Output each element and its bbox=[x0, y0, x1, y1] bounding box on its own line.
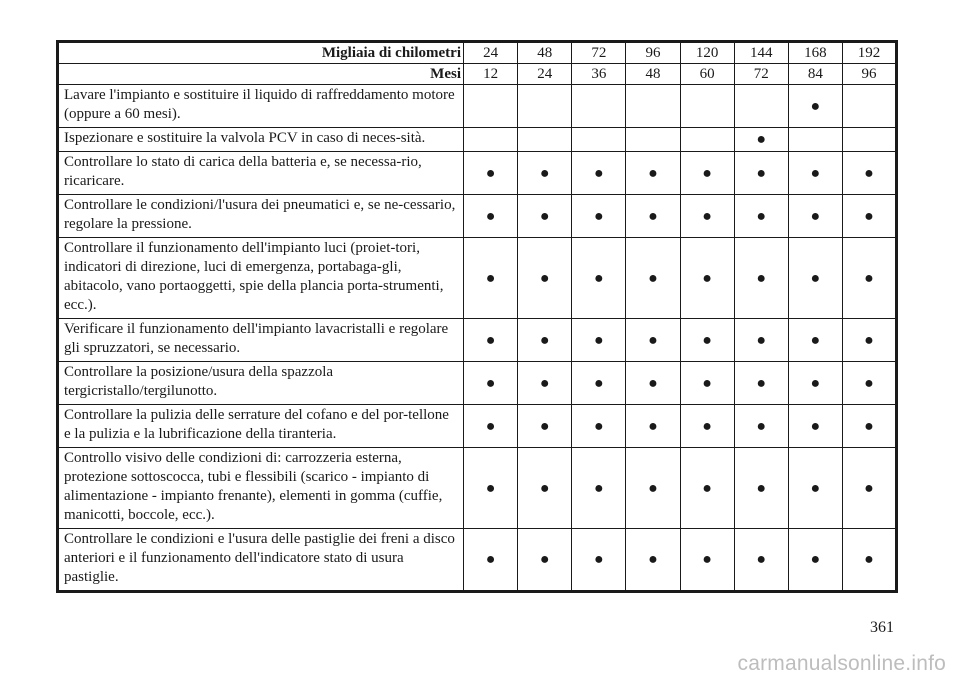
bullet-mark: ● bbox=[756, 417, 767, 435]
bullet-mark: ● bbox=[485, 551, 496, 568]
bullet-mark: ● bbox=[756, 374, 767, 392]
bullet-mark: ● bbox=[756, 479, 767, 497]
bullet-mark: ● bbox=[539, 331, 550, 349]
schedule-cell bbox=[788, 405, 842, 448]
schedule-cell bbox=[680, 195, 734, 238]
bullet-mark: ● bbox=[702, 479, 712, 497]
bullet-mark: ● bbox=[485, 164, 496, 182]
bullet-mark: ● bbox=[864, 551, 874, 568]
bullet-mark: ● bbox=[539, 374, 550, 392]
km-value: 48 bbox=[518, 42, 572, 64]
months-value: 96 bbox=[842, 64, 896, 85]
schedule-cell bbox=[680, 85, 734, 128]
maintenance-item-text: Controllare le condizioni/l'usura dei pneumatici e, se ne-cessario, regolare la pressione. bbox=[58, 195, 464, 238]
schedule-cell bbox=[518, 319, 572, 362]
bullet-mark: ● bbox=[485, 417, 496, 435]
bullet-mark: ● bbox=[702, 331, 712, 349]
months-value: 84 bbox=[788, 64, 842, 85]
schedule-cell bbox=[680, 362, 734, 405]
km-value: 144 bbox=[734, 42, 788, 64]
schedule-cell bbox=[464, 362, 518, 405]
schedule-cell bbox=[734, 238, 788, 319]
schedule-cell bbox=[572, 448, 626, 529]
table-row bbox=[58, 405, 897, 448]
bullet-mark: ● bbox=[702, 269, 712, 287]
months-value: 12 bbox=[464, 64, 518, 85]
km-header-row bbox=[58, 42, 897, 64]
schedule-cell bbox=[842, 448, 896, 529]
bullet-mark: ● bbox=[810, 97, 821, 115]
schedule-cell bbox=[518, 152, 572, 195]
schedule-cell bbox=[572, 405, 626, 448]
maintenance-item-text: Ispezionare e sostituire la valvola PCV in caso di neces-sità. bbox=[58, 128, 464, 152]
bullet-mark: ● bbox=[648, 417, 658, 435]
schedule-cell bbox=[734, 195, 788, 238]
bullet-mark: ● bbox=[539, 417, 550, 435]
maintenance-schedule-table bbox=[56, 40, 898, 593]
schedule-cell bbox=[572, 85, 626, 128]
maintenance-item-text: Controllare le condizioni e l'usura delle pastiglie dei freni a disco anteriori e il funzionamento dell'indicatore stato di usura pastiglie. bbox=[58, 529, 464, 592]
bullet-mark: ● bbox=[485, 331, 496, 349]
bullet-mark: ● bbox=[593, 207, 604, 225]
schedule-cell bbox=[842, 529, 896, 592]
months-value: 60 bbox=[680, 64, 734, 85]
schedule-cell bbox=[572, 362, 626, 405]
schedule-cell bbox=[626, 448, 680, 529]
schedule-cell bbox=[788, 319, 842, 362]
watermark: carmanualsonline.info bbox=[737, 652, 946, 675]
schedule-cell bbox=[464, 195, 518, 238]
bullet-mark: ● bbox=[756, 207, 767, 225]
bullet-mark: ● bbox=[593, 374, 604, 392]
km-value: 72 bbox=[572, 42, 626, 64]
schedule-cell bbox=[734, 85, 788, 128]
schedule-cell bbox=[680, 405, 734, 448]
bullet-mark: ● bbox=[810, 207, 821, 225]
schedule-cell bbox=[734, 529, 788, 592]
schedule-cell bbox=[626, 85, 680, 128]
bullet-mark: ● bbox=[648, 479, 658, 497]
bullet-mark: ● bbox=[756, 131, 767, 148]
bullet-mark: ● bbox=[593, 479, 604, 497]
schedule-cell bbox=[680, 128, 734, 152]
schedule-cell bbox=[680, 529, 734, 592]
table-row bbox=[58, 362, 897, 405]
months-header-row bbox=[58, 64, 897, 85]
km-header-label: Migliaia di chilometri bbox=[58, 42, 464, 64]
bullet-mark: ● bbox=[539, 164, 550, 182]
maintenance-item-text: Controllare la pulizia delle serrature del cofano e del por-tellone e la pulizia e la lubrificazione della tiranteria. bbox=[58, 405, 464, 448]
months-header-label: Mesi bbox=[58, 64, 464, 85]
schedule-cell bbox=[626, 319, 680, 362]
table-row bbox=[58, 238, 897, 319]
bullet-mark: ● bbox=[864, 207, 874, 225]
schedule-cell bbox=[572, 152, 626, 195]
schedule-cell bbox=[572, 319, 626, 362]
km-value: 24 bbox=[464, 42, 518, 64]
maintenance-item-text: Controllare lo stato di carica della batteria e, se necessa-rio, ricaricare. bbox=[58, 152, 464, 195]
schedule-cell bbox=[464, 85, 518, 128]
bullet-mark: ● bbox=[539, 479, 550, 497]
bullet-mark: ● bbox=[756, 269, 767, 287]
schedule-cell bbox=[626, 152, 680, 195]
bullet-mark: ● bbox=[648, 331, 658, 349]
schedule-cell bbox=[734, 362, 788, 405]
table-row bbox=[58, 319, 897, 362]
bullet-mark: ● bbox=[756, 551, 767, 568]
schedule-cell bbox=[734, 448, 788, 529]
schedule-cell bbox=[680, 448, 734, 529]
months-value: 48 bbox=[626, 64, 680, 85]
bullet-mark: ● bbox=[702, 164, 712, 182]
schedule-cell bbox=[788, 152, 842, 195]
maintenance-item-text: Controllare la posizione/usura della spazzola tergicristallo/tergilunotto. bbox=[58, 362, 464, 405]
schedule-cell bbox=[788, 529, 842, 592]
schedule-cell bbox=[572, 529, 626, 592]
schedule-cell bbox=[680, 319, 734, 362]
bullet-mark: ● bbox=[648, 207, 658, 225]
bullet-mark: ● bbox=[539, 207, 550, 225]
table-row bbox=[58, 195, 897, 238]
schedule-cell bbox=[518, 362, 572, 405]
schedule-cell bbox=[464, 128, 518, 152]
bullet-mark: ● bbox=[864, 164, 874, 182]
schedule-cell bbox=[626, 238, 680, 319]
bullet-mark: ● bbox=[593, 331, 604, 349]
maintenance-rows bbox=[58, 85, 897, 592]
bullet-mark: ● bbox=[810, 417, 821, 435]
schedule-cell bbox=[788, 362, 842, 405]
km-value: 96 bbox=[626, 42, 680, 64]
bullet-mark: ● bbox=[593, 164, 604, 182]
bullet-mark: ● bbox=[810, 551, 821, 568]
schedule-cell bbox=[842, 195, 896, 238]
table-row bbox=[58, 85, 897, 128]
table-row bbox=[58, 152, 897, 195]
schedule-cell bbox=[464, 319, 518, 362]
bullet-mark: ● bbox=[702, 207, 712, 225]
bullet-mark: ● bbox=[756, 164, 767, 182]
bullet-mark: ● bbox=[864, 374, 874, 392]
maintenance-item-text: Verificare il funzionamento dell'impianto lavacristalli e regolare gli spruzzatori, se necessario. bbox=[58, 319, 464, 362]
schedule-cell bbox=[842, 405, 896, 448]
schedule-cell bbox=[788, 448, 842, 529]
schedule-cell bbox=[518, 128, 572, 152]
schedule-cell bbox=[464, 405, 518, 448]
schedule-cell bbox=[626, 405, 680, 448]
bullet-mark: ● bbox=[539, 269, 550, 287]
schedule-cell bbox=[518, 405, 572, 448]
months-value: 72 bbox=[734, 64, 788, 85]
schedule-cell bbox=[842, 85, 896, 128]
schedule-cell bbox=[680, 152, 734, 195]
schedule-cell bbox=[842, 362, 896, 405]
schedule-cell bbox=[626, 529, 680, 592]
schedule-cell bbox=[626, 362, 680, 405]
bullet-mark: ● bbox=[648, 374, 658, 392]
bullet-mark: ● bbox=[702, 417, 712, 435]
bullet-mark: ● bbox=[702, 551, 712, 568]
schedule-cell bbox=[464, 529, 518, 592]
bullet-mark: ● bbox=[485, 207, 496, 225]
bullet-mark: ● bbox=[810, 479, 821, 497]
bullet-mark: ● bbox=[593, 417, 604, 435]
maintenance-item-text: Controllo visivo delle condizioni di: carrozzeria esterna, protezione sottoscocca, tubi e flessibili (scarico - impianto di alimentazione - impianto frenante), elementi in gomma (cuffie, manicotti, boccole, ecc.). bbox=[58, 448, 464, 529]
bullet-mark: ● bbox=[485, 269, 496, 287]
bullet-mark: ● bbox=[810, 164, 821, 182]
schedule-cell bbox=[572, 195, 626, 238]
bullet-mark: ● bbox=[702, 374, 712, 392]
km-value: 192 bbox=[842, 42, 896, 64]
schedule-cell bbox=[572, 238, 626, 319]
bullet-mark: ● bbox=[864, 331, 874, 349]
bullet-mark: ● bbox=[593, 269, 604, 287]
schedule-cell bbox=[734, 405, 788, 448]
schedule-cell bbox=[518, 529, 572, 592]
schedule-cell bbox=[464, 448, 518, 529]
schedule-cell bbox=[788, 195, 842, 238]
bullet-mark: ● bbox=[593, 551, 604, 568]
bullet-mark: ● bbox=[648, 269, 658, 287]
km-value: 120 bbox=[680, 42, 734, 64]
schedule-cell bbox=[734, 128, 788, 152]
table-row bbox=[58, 448, 897, 529]
bullet-mark: ● bbox=[648, 164, 658, 182]
schedule-cell bbox=[680, 238, 734, 319]
table-row bbox=[58, 128, 897, 152]
schedule-cell bbox=[518, 238, 572, 319]
bullet-mark: ● bbox=[810, 374, 821, 392]
bullet-mark: ● bbox=[648, 551, 658, 568]
bullet-mark: ● bbox=[485, 479, 496, 497]
schedule-cell bbox=[626, 195, 680, 238]
schedule-cell bbox=[626, 128, 680, 152]
bullet-mark: ● bbox=[810, 331, 821, 349]
schedule-cell bbox=[788, 128, 842, 152]
maintenance-item-text: Controllare il funzionamento dell'impianto luci (proiet-tori, indicatori di direzione, luci di emergenza, portabaga-gli, abitacolo, vano portaoggetti, spie della plancia porta-strumenti, ecc.). bbox=[58, 238, 464, 319]
schedule-cell bbox=[842, 238, 896, 319]
bullet-mark: ● bbox=[810, 269, 821, 287]
schedule-cell bbox=[464, 238, 518, 319]
bullet-mark: ● bbox=[864, 417, 874, 435]
bullet-mark: ● bbox=[756, 331, 767, 349]
schedule-cell bbox=[518, 195, 572, 238]
schedule-cell bbox=[518, 448, 572, 529]
schedule-cell bbox=[788, 238, 842, 319]
bullet-mark: ● bbox=[539, 551, 550, 568]
months-value: 36 bbox=[572, 64, 626, 85]
table-row bbox=[58, 529, 897, 592]
page-number: 361 bbox=[870, 619, 894, 636]
schedule-cell bbox=[572, 128, 626, 152]
bullet-mark: ● bbox=[864, 479, 874, 497]
schedule-cell bbox=[464, 152, 518, 195]
bullet-mark: ● bbox=[864, 269, 874, 287]
months-value: 24 bbox=[518, 64, 572, 85]
schedule-cell bbox=[842, 152, 896, 195]
schedule-cell bbox=[518, 85, 572, 128]
km-value: 168 bbox=[788, 42, 842, 64]
schedule-cell bbox=[788, 85, 842, 128]
bullet-mark: ● bbox=[485, 374, 496, 392]
schedule-cell bbox=[734, 152, 788, 195]
schedule-cell bbox=[842, 319, 896, 362]
schedule-cell bbox=[734, 319, 788, 362]
maintenance-item-text: Lavare l'impianto e sostituire il liquido di raffreddamento motore (oppure a 60 mesi). bbox=[58, 85, 464, 128]
schedule-cell bbox=[842, 128, 896, 152]
